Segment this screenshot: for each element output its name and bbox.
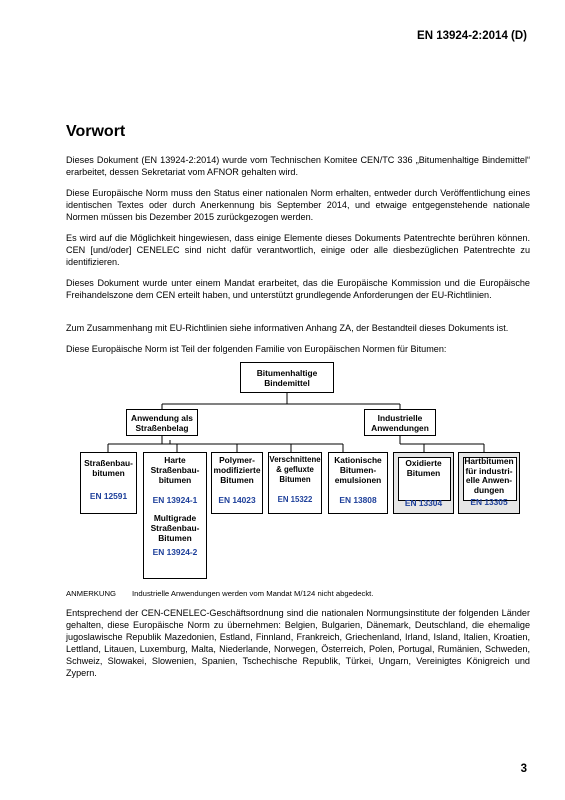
note xyxy=(66,589,373,598)
industrial-category-node xyxy=(364,409,436,436)
paragraph-3: Es wird auf die Möglichkeit hingewiesen, dass einige Elemente dieses Dokuments Patentrechte berühren können. CEN [und/oder] CENELEC sind nicht dafür verantwortlich, einige oder alle diesbezüglichen Patentrechte zu identifizieren. xyxy=(66,233,530,268)
page-number: 3 xyxy=(520,763,527,775)
leaf-polymer xyxy=(211,452,263,514)
leaf-kationisch xyxy=(328,452,388,514)
paragraph-1: Dieses Dokument (EN 13924-2:2014) wurde vom Technischen Komitee CEN/TC 336 „Bitumenhaltige Bindemittel“ erarbeitet, dessen Sekretariat vom AFNOR gehalten wird. xyxy=(66,155,530,178)
leaf-harte-code: EN 13924-1 xyxy=(152,495,198,505)
leaf-hartbitumen-label: Hartbitumen für industri-elle Anwen-dungen xyxy=(464,456,514,495)
standards-family-diagram xyxy=(75,360,525,585)
leaf-oxidiert xyxy=(393,452,454,514)
leaf-verschnitten-label: Verschnittene & gefluxte Bitumen xyxy=(269,455,321,484)
root-node-label: Bitumenhaltige Bindemittel xyxy=(256,368,318,388)
leaf-strassenbau-code: EN 12591 xyxy=(89,491,128,501)
page-title: Vorwort xyxy=(66,123,126,140)
paragraph-7: Entsprechend der CEN-CENELEC-Geschäftsordnung sind die nationalen Normungsinstitute der folgenden Länder gehalten, diese Europäische Norm zu übernehmen: Belgien, Bulgarien, Dänemark, Deutschland, die ehemalige jugoslawische Republik Mazedonien, Estland, Finnland, Frankreich, Griechenland, Irland, Island, Italien, Kroatien, Lettland, Litauen, Luxemburg, Malta, Niederlande, Norwegen, Österreich, Polen, Portugal, Rumänien, Schweden, Schweiz, Slowakei, Slowenien, Spanien, Tschechische Republik, Türkei, Ungarn, Vereinigtes Königreich und Zypern. xyxy=(66,608,530,679)
page-header: EN 13924-2:2014 (D) xyxy=(417,30,527,42)
leaf-hartbitumen-code: EN 13305 xyxy=(470,497,508,507)
leaf-multigrade-code: EN 13924-2 xyxy=(152,547,198,557)
leaf-harte-group xyxy=(143,452,207,579)
paragraph-6: Diese Europäische Norm ist Teil der folgenden Familie von Europäischen Normen für Bitumen: xyxy=(66,344,447,354)
leaf-verschnitten xyxy=(268,452,322,514)
leaf-kationisch-code: EN 13808 xyxy=(339,495,377,505)
note-label: ANMERKUNG xyxy=(66,589,116,598)
leaf-harte-label: Harte Straßenbau-bitumen xyxy=(150,455,200,485)
leaf-multigrade-label: Multigrade Straßenbau-Bitumen xyxy=(150,513,200,543)
note-text: Industrielle Anwendungen werden vom Mandat M/124 nicht abgedeckt. xyxy=(132,589,374,598)
paragraph-2: Diese Europäische Norm muss den Status einer nationalen Norm erhalten, entweder durch Veröffentlichung eines identischen Textes oder durch Anerkennung bis September 2014, und etwaige entgegenstehende nationale Normen müssen bis Dezember 2015 zurückgezogen werden. xyxy=(66,188,530,223)
leaf-oxidiert-label: Oxidierte Bitumen xyxy=(405,458,442,478)
paragraph-4: Dieses Dokument wurde unter einem Mandat erarbeitet, das die Europäische Kommission und die Europäische Freihandelszone dem CEN erteilt haben, und unterstützt grundlegende Anforderungen der EU-Richtlinien. xyxy=(66,278,530,301)
root-node xyxy=(240,362,334,393)
leaf-oxidiert-code: EN 13304 xyxy=(404,498,443,508)
leaf-strassenbau-label: Straßenbau-bitumen xyxy=(84,458,133,478)
paragraph-5: Zum Zusammenhang mit EU-Richtlinien siehe informativen Anhang ZA, der Bestandteil dieses Dokuments ist. xyxy=(66,323,509,333)
leaf-kationisch-label: Kationische Bitumen-emulsionen xyxy=(334,455,382,485)
road-category-node xyxy=(126,409,198,436)
leaf-hartbitumen-industrie xyxy=(458,452,520,514)
leaf-strassenbau xyxy=(80,452,137,514)
leaf-polymer-code: EN 14023 xyxy=(218,495,256,505)
leaf-verschnitten-code: EN 15322 xyxy=(277,495,313,504)
road-category-label: Anwendung als Straßenbelag xyxy=(131,413,193,433)
industrial-category-label: Industrielle Anwendungen xyxy=(371,413,429,433)
leaf-polymer-label: Polymer-modifizierte Bitumen xyxy=(213,455,261,485)
